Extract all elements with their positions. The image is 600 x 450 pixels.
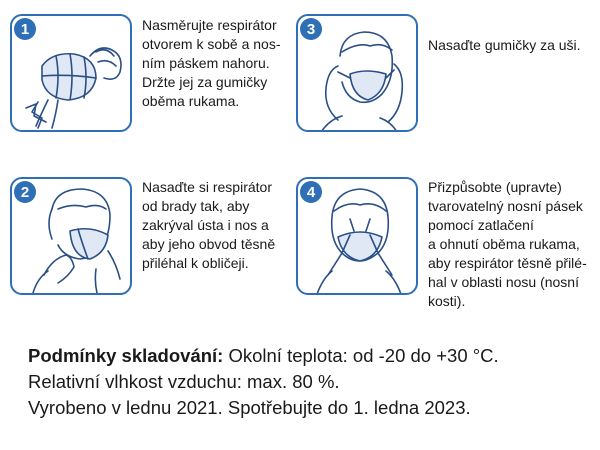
step-4-number: 4 — [306, 184, 316, 201]
step-3-number-badge — [298, 16, 324, 42]
storage-temperature: Okolní teplota: od -20 do +30 °C. — [223, 345, 499, 366]
step-2-panel — [10, 177, 132, 295]
step-3-number: 3 — [306, 21, 316, 38]
step-2-number-badge — [12, 179, 38, 205]
step-2-number: 2 — [20, 184, 30, 201]
storage-label: Podmínky skladování: — [28, 345, 224, 366]
storage-line-2: Relativní vlhkost vzduchu: max. 80 %. — [28, 371, 340, 392]
step-2-text: Nasaďte si respirátor od brady tak, aby zakrýval ústa i nos a aby jeho obvod těsně přiléhal k obličeji. — [142, 179, 276, 271]
storage-line-1 — [28, 343, 588, 369]
step-1-panel — [10, 14, 132, 132]
step-3-panel — [296, 14, 418, 132]
step-4-text: Přizpůsobte (upravte) tvarovatelný nosní pásek pomocí zatlačení a ohnutí oběma rukama, aby respirátor těsně přilé- hal v oblasti nosu (nosní kosti). — [428, 179, 587, 309]
step-1-text: Nasměrujte respirátor otvorem k sobě a nos- ním páskem nahoru. Držte jej za gumičky oběma rukama. — [142, 17, 281, 109]
storage-conditions — [28, 343, 588, 421]
step-3-text: Nasaďte gumičky za uši. — [428, 37, 581, 53]
step-4-panel — [296, 177, 418, 295]
storage-line-3: Vyrobeno v lednu 2021. Spotřebujte do 1. ledna 2023. — [28, 397, 471, 418]
step-4-number-badge — [298, 179, 324, 205]
step-1-number-badge — [12, 16, 38, 42]
step-1-number: 1 — [20, 21, 30, 38]
